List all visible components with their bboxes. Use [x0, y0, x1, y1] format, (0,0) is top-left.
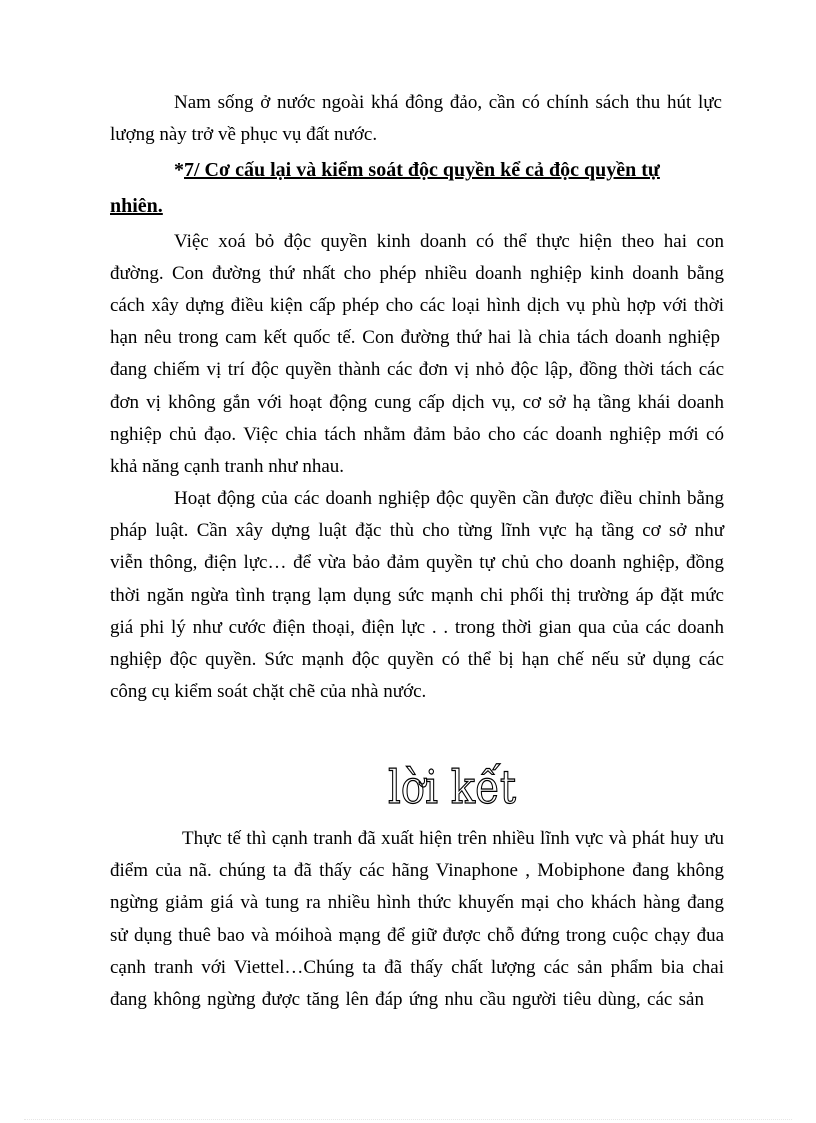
- text-line: đơn vị không gắn với hoạt động cung cấp dịch vụ, cơ sở hạ tầng khái doanh: [110, 392, 724, 413]
- text-line: Hoạt động của các doanh nghiệp độc quyền cần được điều chỉnh bằng: [174, 488, 724, 509]
- text-line: cách xây dựng điều kiện cấp phép cho các loại hình dịch vụ phù hợp với thời: [110, 295, 724, 316]
- heading-prefix: *: [174, 159, 184, 181]
- text-line: đang chiếm vị trí độc quyền thành các đơn vị nhỏ độc lập, đồng thời tách các: [110, 359, 724, 380]
- text-line: hạn nêu trong cam kết quốc tế. Con đường thứ hai là chia tách doanh nghiệp: [110, 327, 720, 348]
- text-line: cạnh tranh với Viettel…Chúng ta đã thấy chất lượng các sản phẩm bia chai: [110, 957, 724, 978]
- text-line: pháp luật. Cần xây dựng luật đặc thù cho từng lĩnh vực hạ tầng cơ sở như: [110, 520, 724, 541]
- text-line: công cụ kiểm soát chặt chẽ của nhà nước.: [110, 681, 427, 702]
- heading-text: 7/ Cơ cấu lại và kiểm soát độc quyền kể cả độc quyền tự: [184, 159, 660, 181]
- text-line: Nam sống ở nước ngoài khá đông đảo, cần có chính sách thu hút lực: [174, 92, 722, 113]
- heading-line-1: [174, 158, 726, 182]
- text-line: lượng này trở về phục vụ đất nước.: [110, 124, 378, 145]
- text-line: đang không ngừng được tăng lên đáp ứng nhu cầu người tiêu dùng, các sản: [110, 989, 704, 1010]
- wordart-title-text: lời kết: [388, 760, 517, 814]
- text-line: giá phi lý như cước điện thoại, điện lực . . trong thời gian qua của các doanh: [110, 617, 724, 638]
- text-line: đường. Con đường thứ nhất cho phép nhiều doanh nghiệp kinh doanh bằng: [110, 263, 724, 284]
- heading-text-continued: nhiên.: [110, 195, 163, 217]
- text-line: thời ngăn ngừa tình trạng lạm dụng sức mạnh chi phối thị trường áp đặt mức: [110, 585, 724, 606]
- text-line: khả năng cạnh tranh như nhau.: [110, 456, 345, 477]
- text-line: sử dụng thuê bao và móihoà mạng để giữ được chỗ đứng trong cuộc chạy đua: [110, 925, 724, 946]
- text-line: ngừng giảm giá và tung ra nhiều hình thức khuyến mại cho khách hàng đang: [110, 892, 724, 913]
- page-bottom-rule: [24, 1119, 792, 1120]
- wordart-title: [382, 735, 522, 815]
- text-line: điểm của nã. chúng ta đã thấy các hãng Vinaphone , Mobiphone đang không: [110, 860, 724, 881]
- text-line: viễn thông, điện lực… để vừa bảo đảm quyền tự chủ cho doanh nghiệp, đồng: [110, 552, 724, 573]
- heading-line-2: [110, 194, 163, 218]
- text-line: nghiệp độc quyền. Sức mạnh độc quyền có thể bị hạn chế nếu sử dụng các: [110, 649, 724, 670]
- text-line: Thực tế thì cạnh tranh đã xuất hiện trên nhiều lĩnh vực và phát huy ưu: [182, 828, 724, 849]
- text-line: nghiệp chủ đạo. Việc chia tách nhằm đảm bảo cho các doanh nghiệp mới có: [110, 424, 724, 445]
- text-line: Việc xoá bỏ độc quyền kinh doanh có thể thực hiện theo hai con: [174, 231, 724, 252]
